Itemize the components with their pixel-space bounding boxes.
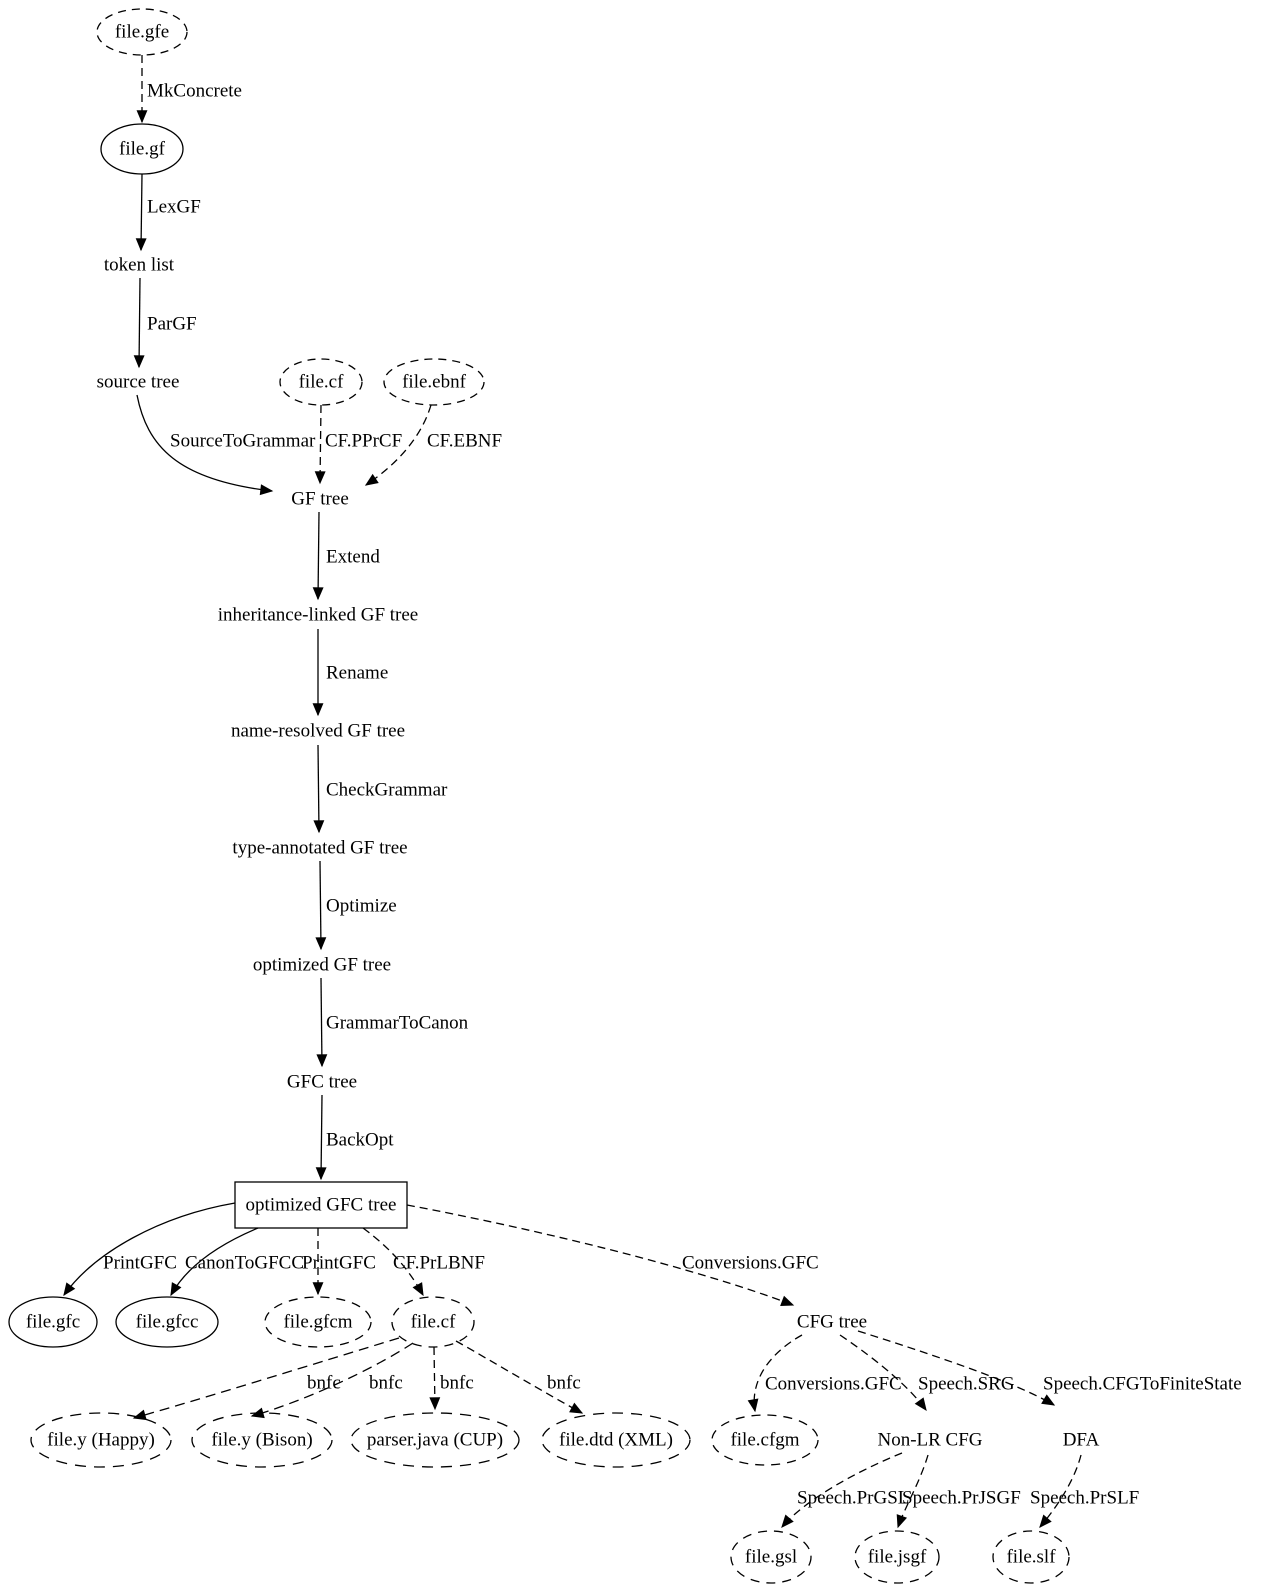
node-file-y-happy-label: file.y (Happy) [47, 1429, 155, 1451]
edge-bnfc-happy [134, 1338, 399, 1418]
edge-extend [318, 512, 319, 599]
edge-label-mkconcrete: MkConcrete [147, 80, 242, 102]
node-file-gf-label: file.gf [119, 138, 165, 160]
edge-label-speech-srg: Speech.SRG [918, 1373, 1015, 1395]
node-name-resolved-label: name-resolved GF tree [230, 720, 406, 742]
edge-label-speech-prjsgf: Speech.PrJSGF [902, 1487, 1021, 1509]
node-token-list-label: token list [103, 254, 175, 276]
edge-label-pargf: ParGF [147, 313, 197, 335]
node-file-cfgm-label: file.cfgm [730, 1429, 800, 1451]
node-file-gfcm-label: file.gfcm [283, 1311, 353, 1333]
edge-checkgrammar [318, 745, 319, 832]
edge-label-backopt: BackOpt [326, 1129, 394, 1151]
node-dfa-label: DFA [1062, 1429, 1100, 1451]
edge-label-canontogfcc: CanonToGFCC [185, 1252, 305, 1274]
node-file-gfcc-label: file.gfcc [135, 1311, 199, 1333]
edge-label-conversions-gfc-2: Conversions.GFC [765, 1373, 902, 1395]
node-shapes [9, 9, 1069, 1583]
node-file-gsl-label: file.gsl [744, 1546, 798, 1568]
edge-printgfc-1 [64, 1203, 235, 1295]
node-cfg-tree-label: CFG tree [796, 1311, 868, 1333]
edge-bnfc-cup [434, 1347, 435, 1409]
node-source-tree-label: source tree [96, 371, 180, 393]
node-file-slf-label: file.slf [1006, 1546, 1056, 1568]
edge-lexgf [141, 174, 142, 250]
edge-label-rename: Rename [326, 662, 389, 684]
edge-grammartocanon [321, 978, 322, 1066]
node-file-cf-top-label: file.cf [298, 371, 344, 393]
node-gf-tree-label: GF tree [291, 488, 349, 510]
edge-cf-pprcf [320, 405, 321, 483]
node-gfc-tree-label: GFC tree [286, 1071, 358, 1093]
edge-label-sourcetogrammar: SourceToGrammar [170, 430, 316, 452]
edge-label-printgfc-2: PrintGFC [302, 1252, 376, 1274]
node-file-gfe-label: file.gfe [114, 21, 170, 43]
edge-label-checkgrammar: CheckGrammar [326, 779, 448, 801]
node-type-annotated-label: type-annotated GF tree [232, 837, 408, 859]
node-file-dtd-xml-label: file.dtd (XML) [559, 1429, 673, 1451]
edge-label-bnfc-2: bnfc [369, 1372, 403, 1394]
edge-label-cf-prlbnf: CF.PrLBNF [393, 1252, 485, 1274]
node-file-cf-bottom-label: file.cf [410, 1311, 456, 1333]
edge-label-lexgf: LexGF [147, 196, 201, 218]
edges [64, 55, 1081, 1527]
edge-pargf [139, 278, 140, 367]
edge-optimize [320, 861, 321, 949]
node-file-y-bison-label: file.y (Bison) [211, 1429, 313, 1451]
node-non-lr-cfg-label: Non-LR CFG [877, 1429, 983, 1451]
edge-label-bnfc-3: bnfc [440, 1372, 474, 1394]
node-optimized-gfc-label: optimized GFC tree [245, 1194, 397, 1216]
edge-label-cf-pprcf: CF.PPrCF [325, 430, 403, 452]
node-file-gfc-label: file.gfc [25, 1311, 81, 1333]
edge-label-bnfc-1: bnfc [307, 1372, 341, 1394]
edge-label-speech-prgsl: Speech.PrGSL [797, 1487, 910, 1509]
node-file-ebnf-label: file.ebnf [402, 371, 466, 393]
edge-backopt [321, 1095, 322, 1179]
edge-label-bnfc-4: bnfc [547, 1372, 581, 1394]
edge-label-grammartocanon: GrammarToCanon [326, 1012, 469, 1034]
edge-label-extend: Extend [326, 546, 380, 568]
edge-label-optimize: Optimize [326, 895, 397, 917]
node-inheritance-linked-label: inheritance-linked GF tree [217, 604, 419, 626]
edge-label-speech-cfgtofinitestate: Speech.CFGToFiniteState [1043, 1373, 1242, 1395]
node-optimized-gf-label: optimized GF tree [252, 954, 392, 976]
node-file-jsgf-label: file.jsgf [867, 1546, 927, 1568]
edge-label-conversions-gfc-1: Conversions.GFC [682, 1252, 819, 1274]
edge-label-cf-ebnf: CF.EBNF [427, 430, 503, 452]
node-parser-java-cup-label: parser.java (CUP) [366, 1429, 504, 1451]
edge-speech-srg [840, 1335, 926, 1410]
edge-label-printgfc-1: PrintGFC [103, 1252, 177, 1274]
edge-label-speech-prslf: Speech.PrSLF [1030, 1487, 1140, 1509]
